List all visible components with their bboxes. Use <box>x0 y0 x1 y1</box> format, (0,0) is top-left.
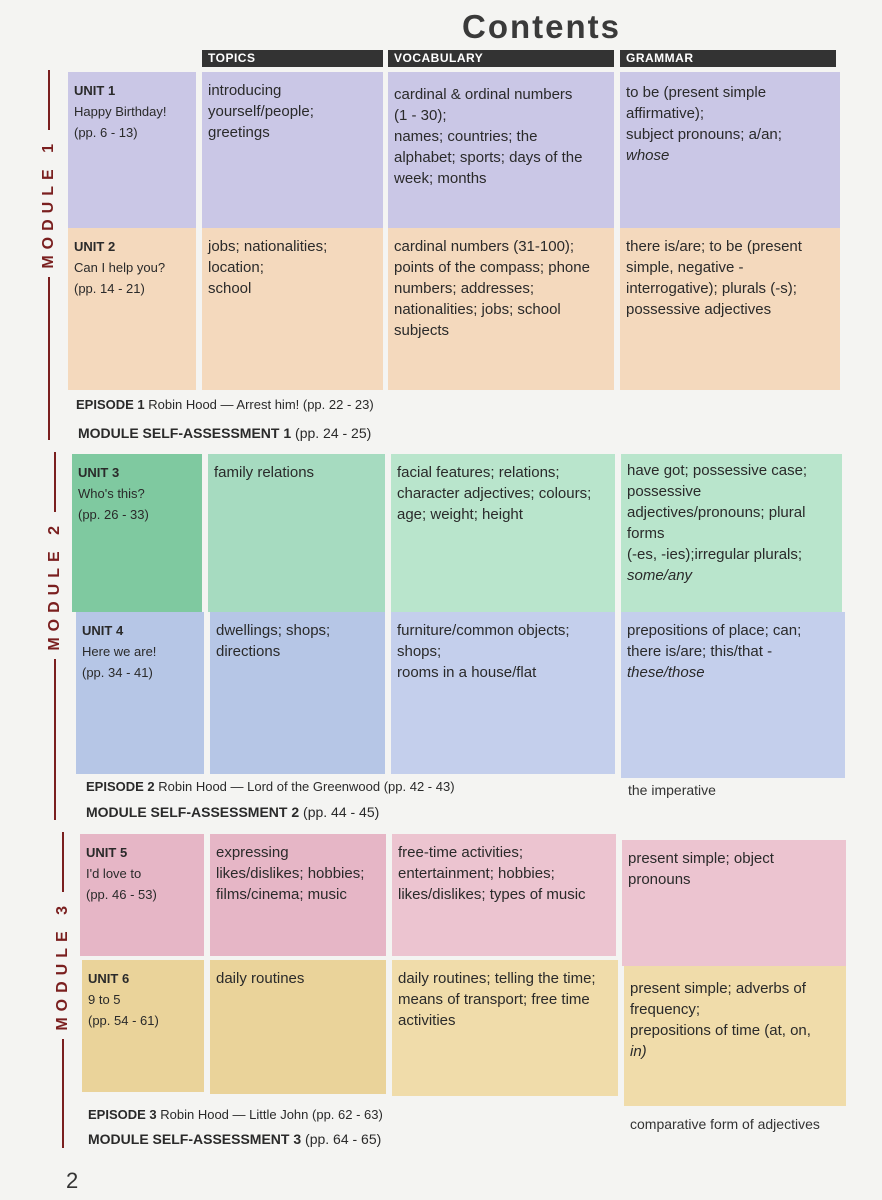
unit-1-topics <box>202 72 383 228</box>
module-3-text: MODULE 3 <box>54 900 71 1031</box>
unit-6-cell <box>82 960 204 1092</box>
vocabulary-line: means of transport; free time <box>398 991 590 1008</box>
unit-name: Here we are! <box>82 644 157 659</box>
assessment-pages: (pp. 44 - 45) <box>299 804 380 820</box>
unit-pages: (pp. 54 - 61) <box>88 1013 159 1028</box>
unit-pages: (pp. 34 - 41) <box>82 665 153 680</box>
episode-3 <box>88 1106 383 1124</box>
unit-5-vocabulary <box>392 834 616 956</box>
vocabulary-line: entertainment; hobbies; <box>398 865 555 882</box>
unit-number: UNIT 5 <box>86 845 128 860</box>
vocabulary-line: activities <box>398 1012 456 1029</box>
topic-line: greetings <box>208 124 270 141</box>
grammar-line: adjectives/pronouns; plural <box>627 504 806 521</box>
grammar-line: affirmative); <box>626 105 705 122</box>
vocabulary-line: cardinal numbers (31-100); <box>394 238 575 255</box>
unit-pages: (pp. 26 - 33) <box>78 507 149 522</box>
vocabulary-line: (1 - 30); <box>394 107 447 124</box>
grammar-line: some/any <box>627 567 693 584</box>
grammar-line: subject pronouns; a/an; <box>626 126 782 143</box>
self-assessment-3 <box>88 1130 381 1148</box>
module-2-text: MODULE 2 <box>46 520 63 651</box>
unit-number: UNIT 2 <box>74 239 116 254</box>
grammar-line: there is/are; to be (present <box>626 238 802 255</box>
episode-2 <box>86 778 455 796</box>
topic-line: introducing <box>208 82 282 99</box>
topic-line: directions <box>216 643 281 660</box>
vocabulary-line: names; countries; the <box>394 128 538 145</box>
episode-label: EPISODE 1 <box>76 397 145 412</box>
episode-label: EPISODE 3 <box>88 1107 157 1122</box>
unit-6-grammar <box>624 966 846 1106</box>
grammar-line: have got; possessive case; <box>627 462 808 479</box>
vocabulary-line: nationalities; jobs; school <box>394 301 561 318</box>
unit-number: UNIT 4 <box>82 623 124 638</box>
vocabulary-line: age; weight; height <box>397 506 523 523</box>
topic-line: likes/dislikes; hobbies; <box>216 865 365 882</box>
grammar-line: possessive <box>627 483 702 500</box>
vocabulary-line: character adjectives; colours; <box>397 485 592 502</box>
assessment-label: MODULE SELF-ASSESSMENT 3 <box>88 1131 302 1147</box>
unit-4-grammar <box>621 612 845 778</box>
unit-2-vocabulary <box>388 228 614 390</box>
topic-line: films/cinema; music <box>216 886 347 903</box>
grammar-line: frequency; <box>630 1001 701 1018</box>
grammar-line: interrogative); plurals (-s); <box>626 280 797 297</box>
vocabulary-line: facial features; relations; <box>397 464 560 481</box>
unit-pages: (pp. 6 - 13) <box>74 125 138 140</box>
topic-line: family relations <box>214 464 315 481</box>
module-divider-line <box>54 452 56 512</box>
vocabulary-line: rooms in a house/flat <box>397 664 537 681</box>
grammar-line: simple, negative - <box>626 259 744 276</box>
grammar-line: these/those <box>627 664 705 681</box>
page-number: 2 <box>66 1168 79 1193</box>
topic-line: school <box>208 280 252 297</box>
topic-line: expressing <box>216 844 289 861</box>
module-divider-line <box>48 70 50 130</box>
topic-line: yourself/people; <box>208 103 314 120</box>
module-divider-line <box>48 277 50 440</box>
unit-3-grammar <box>621 454 842 612</box>
unit-number: UNIT 3 <box>78 465 120 480</box>
unit-2-cell <box>68 228 196 390</box>
unit-6-topics <box>210 960 386 1094</box>
grammar-line: present simple; adverbs of <box>630 980 806 997</box>
unit-pages: (pp. 46 - 53) <box>86 887 157 902</box>
grammar-line: to be (present simple <box>626 84 767 101</box>
topic-line: jobs; nationalities; <box>208 238 328 255</box>
unit-2-grammar <box>620 228 840 390</box>
episode-label: EPISODE 2 <box>86 779 155 794</box>
unit-name: I'd love to <box>86 866 142 881</box>
vocabulary-line: numbers; addresses; <box>394 280 535 297</box>
vocabulary-line: furniture/common objects; <box>397 622 570 639</box>
assessment-pages: (pp. 24 - 25) <box>291 425 372 441</box>
unit-number: UNIT 6 <box>88 971 130 986</box>
page-title: Contents <box>462 8 621 45</box>
vocabulary-line: points of the compass; phone <box>394 259 590 276</box>
unit-1-grammar <box>620 72 840 228</box>
grammar-line: prepositions of place; can; <box>627 622 802 639</box>
topic-line: daily routines <box>216 970 305 987</box>
module-divider-line <box>62 1039 64 1148</box>
episode-text: Robin Hood — Little John (pp. 62 - 63) <box>156 1107 383 1122</box>
unit-1-cell <box>68 72 196 228</box>
unit-5-cell <box>80 834 204 956</box>
column-header-topics: TOPICS <box>202 50 383 67</box>
unit-name: Can I help you? <box>74 260 166 275</box>
grammar-note-imperative: the imperative <box>628 782 716 798</box>
unit-4-topics <box>210 612 385 774</box>
module-divider-line <box>54 659 56 820</box>
episode-text: Robin Hood — Arrest him! (pp. 22 - 23) <box>144 397 374 412</box>
assessment-label: MODULE SELF-ASSESSMENT 1 <box>78 425 292 441</box>
grammar-line: there is/are; this/that - <box>627 643 773 660</box>
unit-3-vocabulary <box>391 454 615 612</box>
module-1-text: MODULE 1 <box>40 138 57 269</box>
episode-1 <box>76 396 374 414</box>
assessment-pages: (pp. 64 - 65) <box>301 1131 382 1147</box>
self-assessment-1 <box>78 424 371 442</box>
grammar-line: forms <box>627 525 665 542</box>
vocabulary-line: daily routines; telling the time; <box>398 970 596 987</box>
unit-4-cell <box>76 612 204 774</box>
episode-text: Robin Hood — Lord of the Greenwood (pp. 42 - 43) <box>154 779 455 794</box>
vocabulary-line: subjects <box>394 322 450 339</box>
grammar-line: in) <box>630 1043 647 1060</box>
column-header-grammar: GRAMMAR <box>620 50 836 67</box>
module-1-label <box>34 70 64 440</box>
unit-name: Happy Birthday! <box>74 104 167 119</box>
grammar-note-comparative: comparative form of adjectives <box>630 1116 820 1132</box>
grammar-line: pronouns <box>628 871 691 888</box>
unit-3-topics <box>208 454 385 612</box>
unit-6-vocabulary <box>392 960 618 1096</box>
vocabulary-line: shops; <box>397 643 442 660</box>
unit-2-topics <box>202 228 383 390</box>
unit-5-grammar <box>622 840 846 966</box>
self-assessment-2 <box>86 803 379 821</box>
topic-line: location; <box>208 259 264 276</box>
vocabulary-line: cardinal & ordinal numbers <box>394 86 573 103</box>
column-header-vocabulary: VOCABULARY <box>388 50 614 67</box>
unit-pages: (pp. 14 - 21) <box>74 281 145 296</box>
grammar-line: whose <box>626 147 670 164</box>
unit-1-vocabulary <box>388 72 614 228</box>
grammar-line: (-es, -ies);irregular plurals; <box>627 546 803 563</box>
grammar-line: prepositions of time (at, on, <box>630 1022 811 1039</box>
unit-4-vocabulary <box>391 612 615 774</box>
vocabulary-line: free-time activities; <box>398 844 524 861</box>
topic-line: dwellings; shops; <box>216 622 331 639</box>
module-2-label <box>40 452 70 820</box>
vocabulary-line: week; months <box>394 170 487 187</box>
module-3-label <box>48 832 78 1148</box>
module-divider-line <box>62 832 64 892</box>
vocabulary-line: likes/dislikes; types of music <box>398 886 586 903</box>
unit-5-topics <box>210 834 386 956</box>
grammar-line: present simple; object <box>628 850 774 867</box>
grammar-line: possessive adjectives <box>626 301 772 318</box>
unit-name: 9 to 5 <box>88 992 121 1007</box>
vocabulary-line: alphabet; sports; days of the <box>394 149 583 166</box>
unit-number: UNIT 1 <box>74 83 116 98</box>
assessment-label: MODULE SELF-ASSESSMENT 2 <box>86 804 300 820</box>
unit-3-cell <box>72 454 202 612</box>
unit-name: Who's this? <box>78 486 145 501</box>
